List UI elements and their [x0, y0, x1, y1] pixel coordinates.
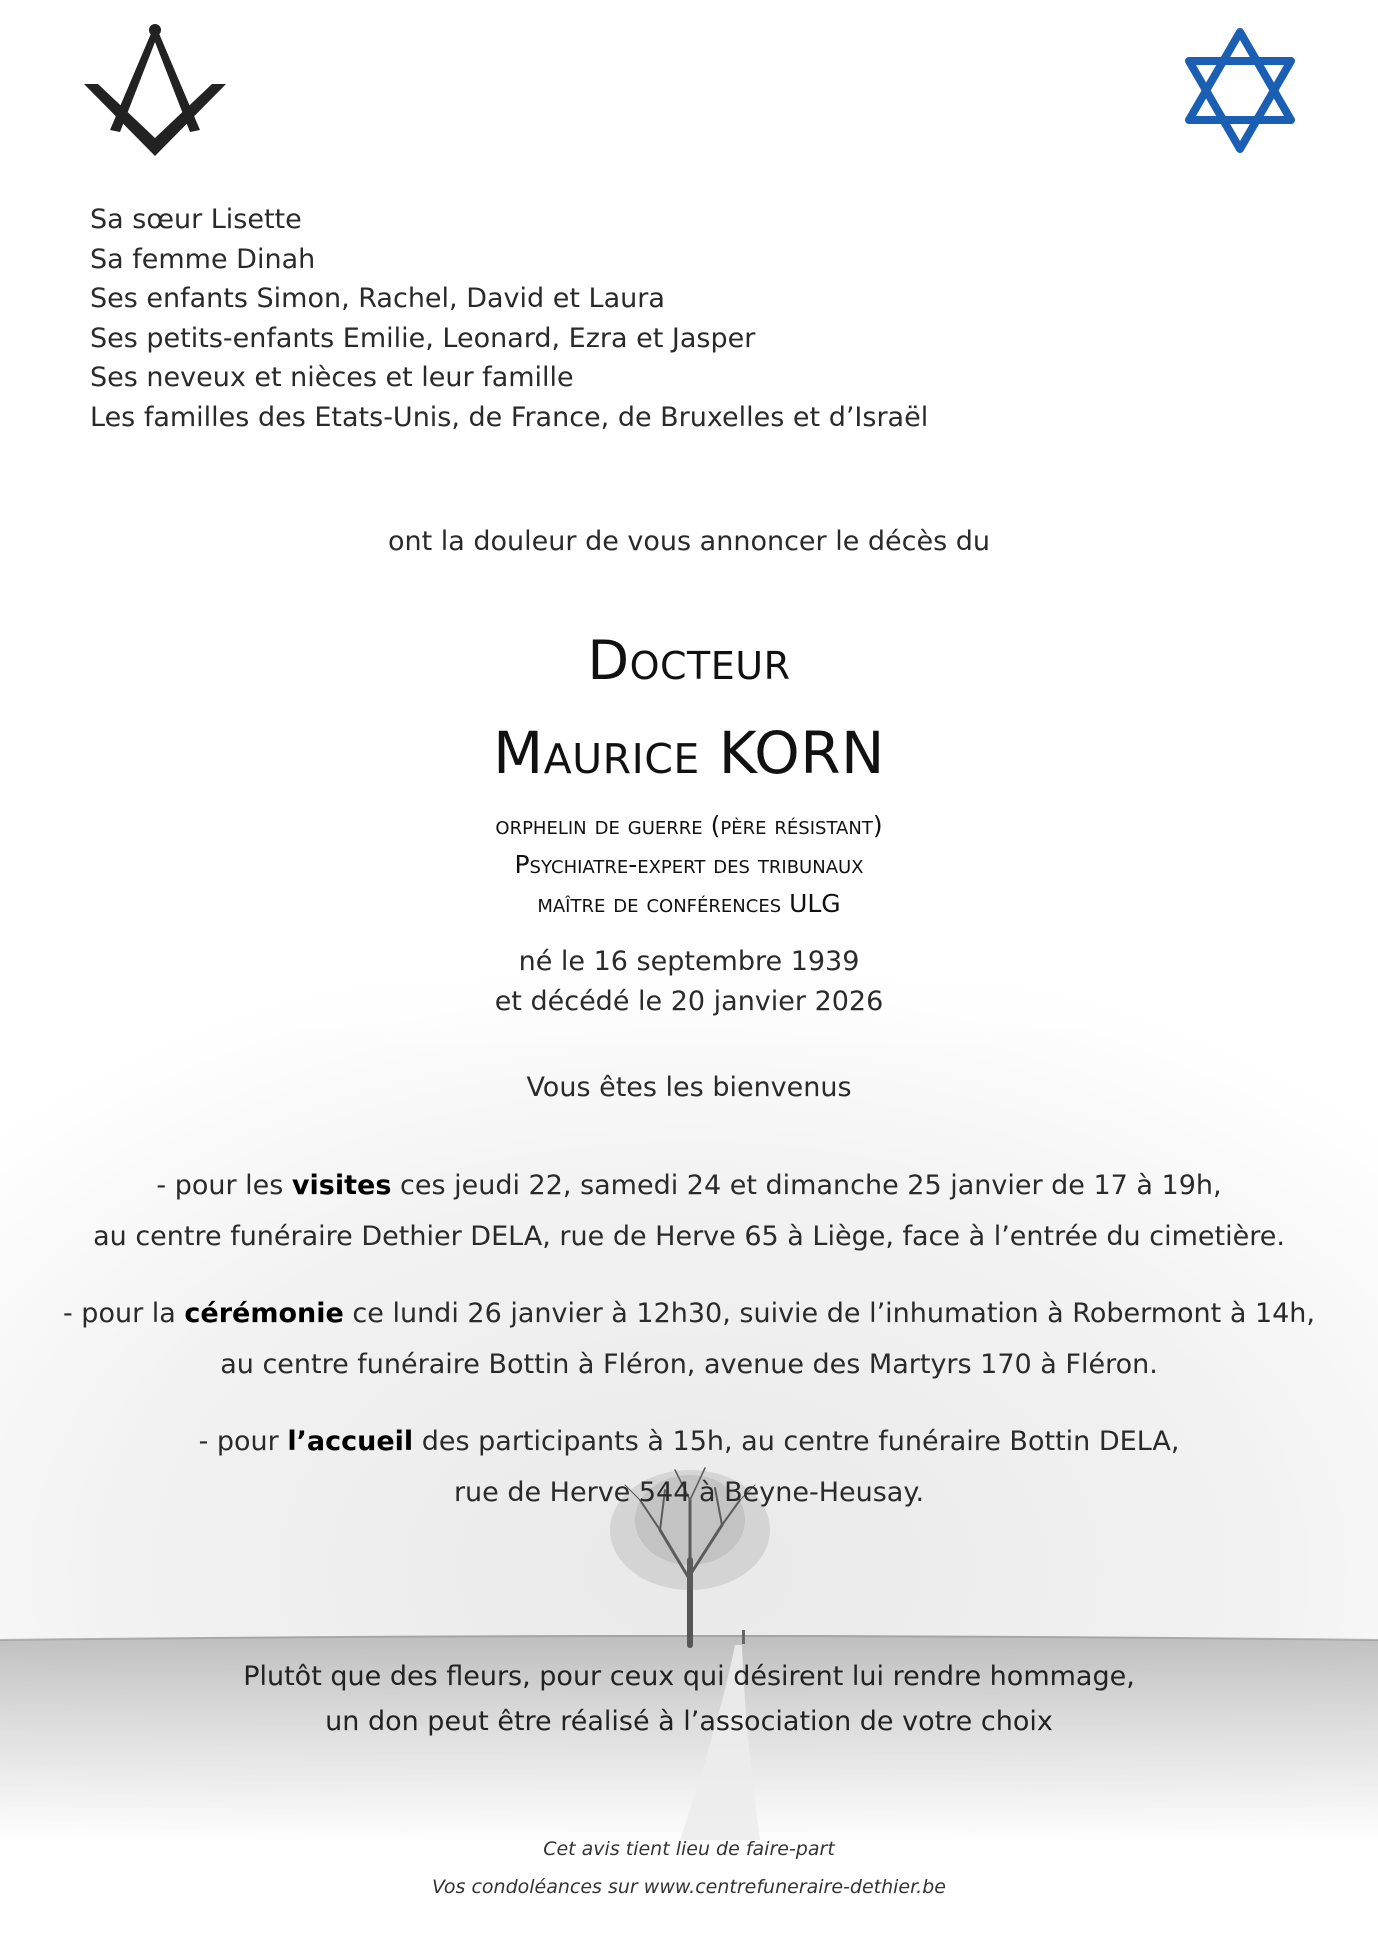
event-ceremony [0, 1288, 1378, 1390]
footer [0, 1830, 1378, 1906]
description-line: maître de conférences ULG [537, 889, 841, 918]
event-prefix: - pour la [62, 1298, 185, 1329]
footer-website: Vos condoléances sur www.centrefuneraire-dethier.be [432, 1876, 946, 1898]
family-list [90, 200, 1190, 438]
deceased-name: Maurice KORN [493, 719, 885, 787]
event-location: au centre funéraire Dethier DELA, rue de Herve 65 à Liège, face à l’entrée du cimetière. [93, 1221, 1285, 1252]
event-visits [0, 1160, 1378, 1262]
birth-date: né le 16 septembre 1939 [518, 946, 860, 977]
event-keyword: visites [291, 1170, 392, 1201]
deceased-descriptions [0, 806, 1378, 923]
family-line: Sa femme Dinah [90, 243, 316, 275]
event-prefix: - pour [198, 1426, 288, 1457]
family-line: Ses petits-enfants Emilie, Leonard, Ezra et Jasper [90, 322, 756, 354]
event-prefix: - pour les [156, 1170, 292, 1201]
flowers-line: Plutôt que des fleurs, pour ceux qui désirent lui rendre hommage, [243, 1661, 1135, 1692]
family-line: Ses enfants Simon, Rachel, David et Laura [90, 283, 665, 315]
family-line: Ses neveux et nièces et leur famille [90, 362, 574, 394]
flowers-line: un don peut être réalisé à l’association de votre choix [325, 1706, 1053, 1737]
square-and-compass-icon [80, 20, 230, 160]
events-list [0, 1160, 1378, 1544]
family-line: Les familles des Etats-Unis, de France, de Bruxelles et d’Israël [90, 401, 929, 433]
description-line: orphelin de guerre (père résistant) [495, 811, 883, 840]
star-of-david-icon [1175, 18, 1305, 163]
family-line: Sa sœur Lisette [90, 204, 302, 235]
footer-notice: Cet avis tient lieu de faire-part [543, 1838, 835, 1860]
event-suffix: des participants à 15h, au centre funéraire Bottin DELA, [413, 1426, 1180, 1457]
announcement: ont la douleur de vous annoncer le décès du [387, 526, 991, 557]
event-location: au centre funéraire Bottin à Fléron, avenue des Martyrs 170 à Fléron. [220, 1349, 1158, 1380]
welcome-text: Vous êtes les bienvenus [526, 1072, 852, 1103]
deceased-title: Docteur [587, 629, 791, 692]
life-dates [0, 942, 1378, 1022]
event-location: rue de Herve 544 à Beyne-Heusay. [453, 1477, 925, 1508]
death-date: et décédé le 20 janvier 2026 [494, 986, 884, 1017]
flowers-note [0, 1654, 1378, 1744]
event-reception [0, 1416, 1378, 1518]
description-line: Psychiatre-expert des tribunaux [514, 850, 864, 879]
event-keyword: cérémonie [184, 1298, 344, 1329]
event-keyword: l’accueil [287, 1426, 414, 1457]
event-suffix: ces jeudi 22, samedi 24 et dimanche 25 janvier de 17 à 19h, [391, 1170, 1222, 1201]
event-suffix: ce lundi 26 janvier à 12h30, suivie de l’inhumation à Robermont à 14h, [343, 1298, 1315, 1329]
